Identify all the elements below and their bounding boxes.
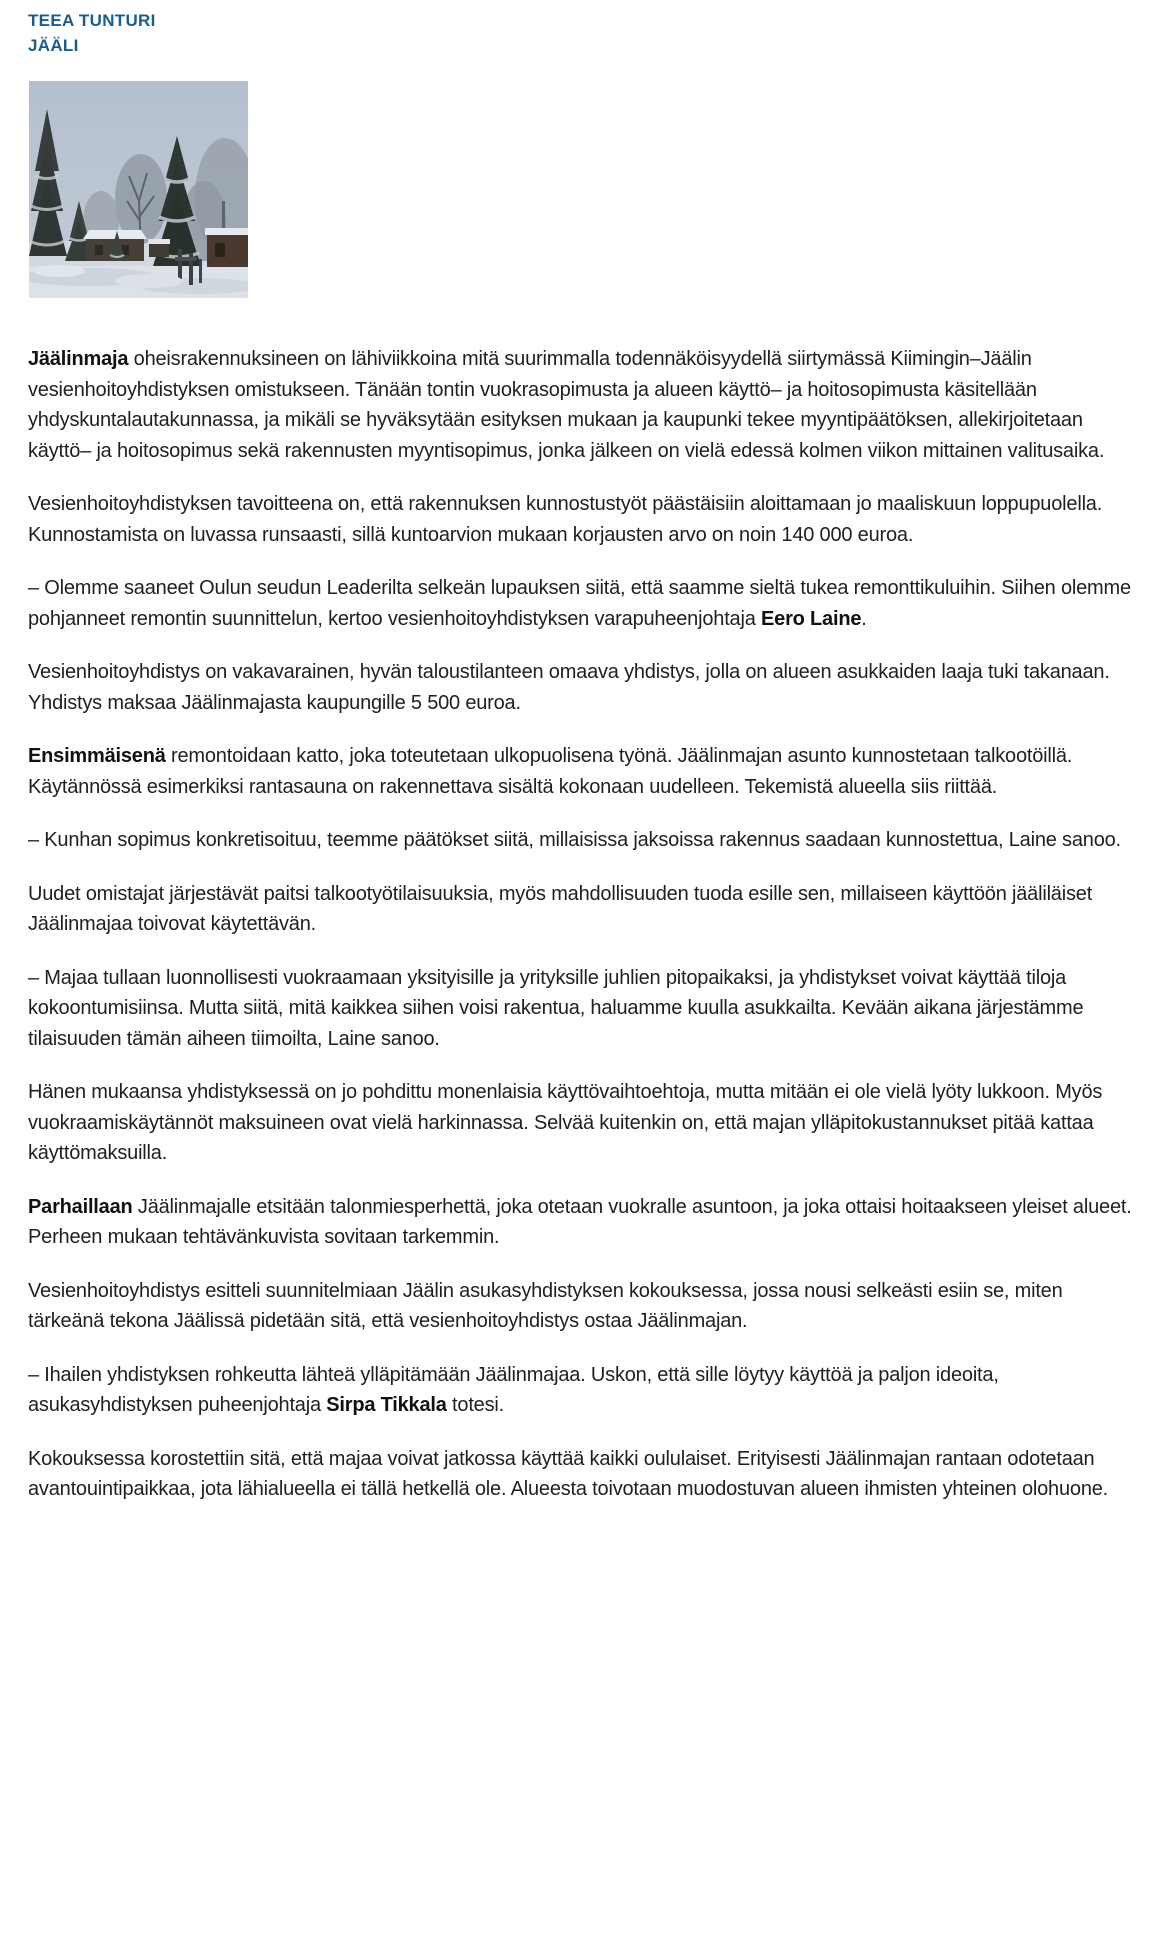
- body-text: Kokouksessa korostettiin sitä, että majaa voivat jatkossa käyttää kaikki oululaiset. Erityisesti Jäälinmajan rantaan odotetaan avantouintipaikkaa, jota lähialueella ei tällä hetkellä ole. Alueesta toivotaan muodostuvan alueen ihmisten yhteinen olohuone.: [28, 1447, 1109, 1500]
- article-paragraph: [28, 344, 1140, 466]
- body-text: remontoidaan katto, joka toteutetaan ulkopuolisena työnä. Jäälinmajan asunto kunnostetaan talkootöillä. Käytännössä esimerkiksi rantasauna on rakennettava sisältä kokonaan uudelleen. Tekemistä alueella siis riittää.: [28, 745, 1073, 798]
- article-paragraph: [28, 1192, 1140, 1253]
- winter-scene-photo: [29, 81, 248, 298]
- body-text: totesi.: [446, 1394, 505, 1416]
- body-text: oheisrakennuksineen on lähiviikkoina mitä suurimmalla todennäköisyydellä siirtymässä Kiimingin–Jäälin vesienhoitoyhdistyksen omistukseen. Tänään tontin vuokrasopimusta ja alueen käyttö– ja hoitosopimusta käsitellään yhdyskuntalautakunnassa, ja mikäli se hyväksytään esityksen mukaan ja kaupunki tekee myyntipäätöksen, allekirjoitetaan käyttö– ja hoitosopimus sekä rakennusten myyntisopimus, jonka jälkeen on vielä edessä kolmen viikon mittainen valitusaika.: [28, 348, 1105, 462]
- article-paragraph: [28, 489, 1140, 550]
- body-text: – Olemme saaneet Oulun seudun Leaderilta selkeän lupauksen siitä, että saamme sieltä tukea remonttikuluihin. Siihen olemme pohjanneet remontin suunnittelun, kertoo vesienhoitoyhdistyksen varapuheenjohtaja: [28, 577, 1131, 630]
- article-paragraph: [28, 741, 1140, 802]
- body-text: – Kunhan sopimus konkretisoituu, teemme päätökset siitä, millaisissa jaksoissa rakennus saadaan kunnostettua, Laine sanoo.: [28, 829, 1121, 851]
- body-text: Vesienhoitoyhdistys esitteli suunnitelmiaan Jäälin asukasyhdistyksen kokouksessa, jossa nousi selkeästi esiin se, miten tärkeänä tekona Jäälissä pidetään sitä, että vesienhoitoyhdistys ostaa Jäälinmajan.: [28, 1279, 1063, 1332]
- article-paragraph: [28, 825, 1140, 856]
- article-paragraph: [28, 1360, 1140, 1421]
- body-text: – Ihailen yhdistyksen rohkeutta lähteä ylläpitämään Jäälinmajaa. Uskon, että sille löytyy käyttöä ja paljon ideoita, asukasyhdistyksen puheenjohtaja: [28, 1363, 999, 1416]
- bold-text: Eero Laine: [761, 607, 862, 630]
- body-text: Vesienhoitoyhdistys on vakavarainen, hyvän taloustilanteen omaava yhdistys, jolla on alueen asukkaiden laaja tuki takanaan. Yhdistys maksaa Jäälinmajasta kaupungille 5 500 euroa.: [28, 661, 1110, 714]
- body-text: Uudet omistajat järjestävät paitsi talkootyötilaisuuksia, myös mahdollisuuden tuoda esille sen, millaiseen käyttöön jääliläiset Jäälinmajaa toivovat käytettävän.: [28, 882, 1093, 935]
- bold-text: Sirpa Tikkala: [326, 1394, 447, 1416]
- author-name: TEEA TUNTURI: [28, 11, 156, 30]
- body-text: Hänen mukaansa yhdistyksessä on jo pohdittu monenlaisia käyttövaihtoehtoja, mutta mitään ei ole vielä lyöty lukkoon. Myös vuokraamiskäytännöt maksuineen ovat vielä harkinnassa. Selvää kuitenkin on, että majan ylläpitokustannukset pitää kattaa käyttömaksuilla.: [28, 1081, 1103, 1164]
- article-paragraph: [28, 1077, 1140, 1169]
- article-body: [28, 344, 1140, 1505]
- body-text: Vesienhoitoyhdistyksen tavoitteena on, että rakennuksen kunnostustyöt päästäisiin aloittamaan jo maaliskuun loppupuolella. Kunnostamista on luvassa runsaasti, sillä kuntoarvion mukaan korjausten arvo on noin 140 000 euroa.: [28, 493, 1103, 546]
- bold-text: Jäälinmaja: [28, 348, 129, 370]
- article-paragraph: [28, 1276, 1140, 1337]
- bold-text: Ensimmäisenä: [28, 745, 166, 767]
- location-name: JÄÄLI: [28, 36, 79, 55]
- article-header: [28, 8, 1140, 58]
- winter-scene-illustration: [29, 81, 248, 298]
- article-paragraph: [28, 963, 1140, 1055]
- article-paragraph: [28, 1444, 1140, 1505]
- article-paragraph: [28, 879, 1140, 940]
- article-paragraph: [28, 573, 1140, 634]
- bold-text: Parhaillaan: [28, 1195, 133, 1218]
- body-text: Jäälinmajalle etsitään talonmiesperhettä, joka otetaan vuokralle asuntoon, ja joka ottaisi hoitaakseen yleiset alueet. Perheen mukaan tehtävänkuvista sovitaan tarkemmin.: [28, 1195, 1132, 1248]
- article-paragraph: [28, 657, 1140, 718]
- body-text: .: [861, 607, 867, 630]
- body-text: – Majaa tullaan luonnollisesti vuokraamaan yksityisille ja yrityksille juhlien pitopaikaksi, ja yhdistykset voivat käyttää tiloja kokoontumisiinsa. Mutta siitä, mitä kaikkea siihen voisi rakentua, haluamme kuulla asukkailta. Kevään aikana järjestämme tilaisuuden tämän aiheen tiimoilta, Laine sanoo.: [28, 966, 1084, 1050]
